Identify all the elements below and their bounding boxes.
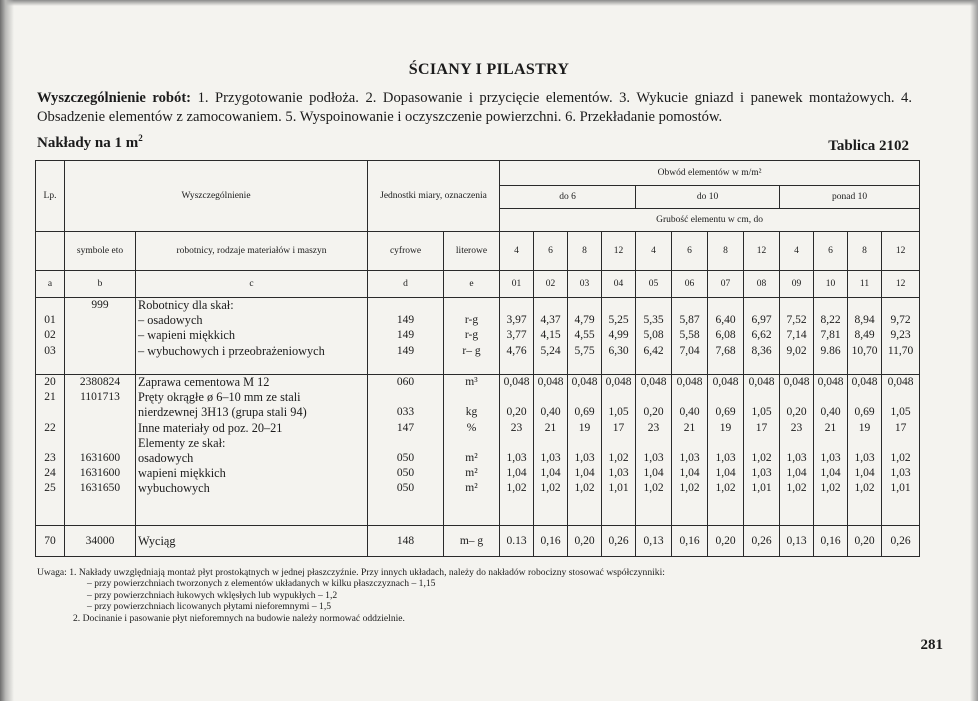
value-column: 9,72 9,23 11,70 xyxy=(882,298,920,375)
head-units: Jednostki miary, oznaczenia xyxy=(368,161,500,232)
head-description: Wyszczególnienie xyxy=(65,161,368,232)
col-code: 10 xyxy=(814,271,848,298)
numeric-code-cell: 149 149 149 xyxy=(368,298,444,375)
footnote-line: – przy powierzchniach łukowych wklęsłych lub wypukłych – 1,2 xyxy=(87,589,338,601)
value-column: 0,048 1,05 17 1,02 1,03 1,01 xyxy=(744,375,780,526)
col-code: 04 xyxy=(602,271,636,298)
head-group-ponad10: ponad 10 xyxy=(780,186,920,209)
value-cell: 0,26 xyxy=(602,526,636,557)
works-description-text: 1. Przygotowanie podłoża. 2. Dopasowanie i przycięcie elementów. 3. Wykucie gniazd i panewek montażowych. 4. Obsadzenie elementów z zamocowaniem. 5. Wyspoinowanie i oczyszczenie powierzchni. 6. Przekładanie pomostów. xyxy=(37,90,912,125)
thickness-cell: 12 xyxy=(744,232,780,271)
value-column: 5,35 5,08 6,42 xyxy=(636,298,672,375)
col-code: 11 xyxy=(848,271,882,298)
thickness-cell: 12 xyxy=(602,232,636,271)
value-column: 8,94 8,49 10,70 xyxy=(848,298,882,375)
value-column: 5,87 5,58 7,04 xyxy=(672,298,708,375)
value-cell: 0,20 xyxy=(848,526,882,557)
thickness-cell: 8 xyxy=(848,232,882,271)
value-column: 0,048 0,40 21 1,03 1,04 1,02 xyxy=(672,375,708,526)
col-letter: a xyxy=(36,271,65,298)
lp-cell: 01 02 03 xyxy=(36,298,65,375)
lp-cell: 70 xyxy=(36,526,65,557)
head-thickness: Grubość elementu w cm, do xyxy=(500,209,920,232)
scan-edge-top xyxy=(0,0,978,6)
symbol-cell: 34000 xyxy=(65,526,136,557)
head-numeric: cyfrowe xyxy=(368,232,444,271)
footnote-line: Uwaga: 1. Nakłady uwzględniają montaż płyt prostokątnych w jednej płaszczyźnie. Przy innych układach, należy do nakładów robocizny stosować współczynniki: xyxy=(37,567,665,578)
value-cell: 0.13 xyxy=(500,526,534,557)
resource-cell: Wyciąg xyxy=(136,526,368,557)
inputs-per-unit-label xyxy=(37,133,143,152)
col-code: 01 xyxy=(500,271,534,298)
value-column: 8,22 7,81 9.86 xyxy=(814,298,848,375)
thickness-cell: 4 xyxy=(780,232,814,271)
value-column: 6,40 6,08 7,68 xyxy=(708,298,744,375)
col-code: 03 xyxy=(568,271,602,298)
symbol-cell: 2380824 1101713 1631600 1631600 1631650 xyxy=(65,375,136,526)
norms-table xyxy=(35,160,920,557)
head-resources: robotnicy, rodzaje materiałów i maszyn xyxy=(136,232,368,271)
value-column: 5,25 4,99 6,30 xyxy=(602,298,636,375)
page-number: 281 xyxy=(920,637,943,653)
value-cell: 0,20 xyxy=(708,526,744,557)
thickness-cell: 12 xyxy=(882,232,920,271)
value-column: 7,52 7,14 9,02 xyxy=(780,298,814,375)
col-code: 06 xyxy=(672,271,708,298)
symbol-cell: 999 xyxy=(65,298,136,375)
col-code: 07 xyxy=(708,271,744,298)
works-description-label: Wyszczególnienie robót: xyxy=(37,90,192,106)
head-group-do10: do 10 xyxy=(636,186,780,209)
col-code: 08 xyxy=(744,271,780,298)
thickness-cell: 8 xyxy=(708,232,744,271)
value-cell: 0,13 xyxy=(780,526,814,557)
inputs-per-unit-text: Nakłady na 1 m xyxy=(37,135,139,151)
value-cell: 0,26 xyxy=(882,526,920,557)
scan-edge-left xyxy=(0,0,14,701)
head-lp-cont xyxy=(36,232,65,271)
value-column: 0,048 0,20 23 1,03 1,04 1,02 xyxy=(636,375,672,526)
head-lp: Lp. xyxy=(36,161,65,232)
letter-code-cell: r-g r-g r– g xyxy=(444,298,500,375)
value-column: 4,79 4,55 5,75 xyxy=(568,298,602,375)
table-number: Tablica 2102 xyxy=(828,138,909,154)
equipment-row xyxy=(36,526,920,557)
value-column: 6,97 6,62 8,36 xyxy=(744,298,780,375)
value-cell: 0,20 xyxy=(568,526,602,557)
scan-edge-right xyxy=(970,0,978,701)
thickness-cell: 4 xyxy=(500,232,534,271)
value-column: 4,37 4,15 5,24 xyxy=(534,298,568,375)
page-title: ŚCIANY I PILASTRY xyxy=(408,61,570,78)
materials-row-group xyxy=(36,375,920,526)
col-code: 05 xyxy=(636,271,672,298)
footnote-line: – przy powierzchniach tworzonych z elementów układanych w kilku płaszczyznach – 1,15 xyxy=(87,578,436,590)
value-column: 0,048 0,40 21 1,03 1,04 1,02 xyxy=(534,375,568,526)
footnote-line: – przy powierzchniach licowanych płytami nieforemnymi – 1,5 xyxy=(87,601,332,613)
value-column: 0,048 0,69 19 1,03 1,04 1,02 xyxy=(568,375,602,526)
numeric-code-cell: 060 033 147 050 050 050 xyxy=(368,375,444,526)
value-cell: 0,16 xyxy=(672,526,708,557)
value-cell: 0,16 xyxy=(814,526,848,557)
value-column: 0,048 1,05 17 1,02 1,03 1,01 xyxy=(882,375,920,526)
thickness-cell: 6 xyxy=(534,232,568,271)
value-column: 0,048 0,40 21 1,03 1,04 1,02 xyxy=(814,375,848,526)
value-column: 0,048 0,69 19 1,03 1,04 1,02 xyxy=(708,375,744,526)
thickness-cell: 6 xyxy=(814,232,848,271)
col-letter: e xyxy=(444,271,500,298)
footnote-line: 2. Docinanie i pasowanie płyt nieforemnych na budowie należy normować oddzielnie. xyxy=(73,612,405,624)
value-column: 0,048 0,20 23 1,03 1,04 1,02 xyxy=(500,375,534,526)
value-cell: 0,16 xyxy=(534,526,568,557)
col-code: 09 xyxy=(780,271,814,298)
col-code: 02 xyxy=(534,271,568,298)
letter-code-cell: m³ kg % m² m² m² xyxy=(444,375,500,526)
col-letter: b xyxy=(65,271,136,298)
works-description xyxy=(37,89,912,127)
thickness-cell: 6 xyxy=(672,232,708,271)
value-column: 3,97 3,77 4,76 xyxy=(500,298,534,375)
resource-cell: Robotnicy dla skał: – osadowych – wapieni miękkich – wybuchowych i przeobrażeniowych xyxy=(136,298,368,375)
head-symbols: symbole eto xyxy=(65,232,136,271)
thickness-cell: 4 xyxy=(636,232,672,271)
value-column: 0,048 1,05 17 1,02 1,03 1,01 xyxy=(602,375,636,526)
value-cell: 0,26 xyxy=(744,526,780,557)
thickness-cell: 8 xyxy=(568,232,602,271)
col-code: 12 xyxy=(882,271,920,298)
head-perimeter: Obwód elementów w m/m² xyxy=(500,161,920,186)
value-column: 0,048 0,69 19 1,03 1,04 1,02 xyxy=(848,375,882,526)
inputs-per-unit-superscript: 2 xyxy=(138,133,143,143)
col-letter: d xyxy=(368,271,444,298)
letter-code-cell: m– g xyxy=(444,526,500,557)
footnote xyxy=(37,567,917,624)
head-letter: literowe xyxy=(444,232,500,271)
resource-cell: Zaprawa cementowa M 12 Pręty okrągłe ø 6–10 mm ze stali nierdzewnej 3H13 (grupa stali 94) Inne materiały od poz. 20–21 Elementy ze skał: osadowych wapieni miękkich wybuchowych xyxy=(136,375,368,526)
value-cell: 0,13 xyxy=(636,526,672,557)
value-column: 0,048 0,20 23 1,03 1,04 1,02 xyxy=(780,375,814,526)
head-group-do6: do 6 xyxy=(500,186,636,209)
numeric-code-cell: 148 xyxy=(368,526,444,557)
labour-row-group xyxy=(36,298,920,375)
col-letter: c xyxy=(136,271,368,298)
lp-cell: 20 21 22 23 24 25 xyxy=(36,375,65,526)
